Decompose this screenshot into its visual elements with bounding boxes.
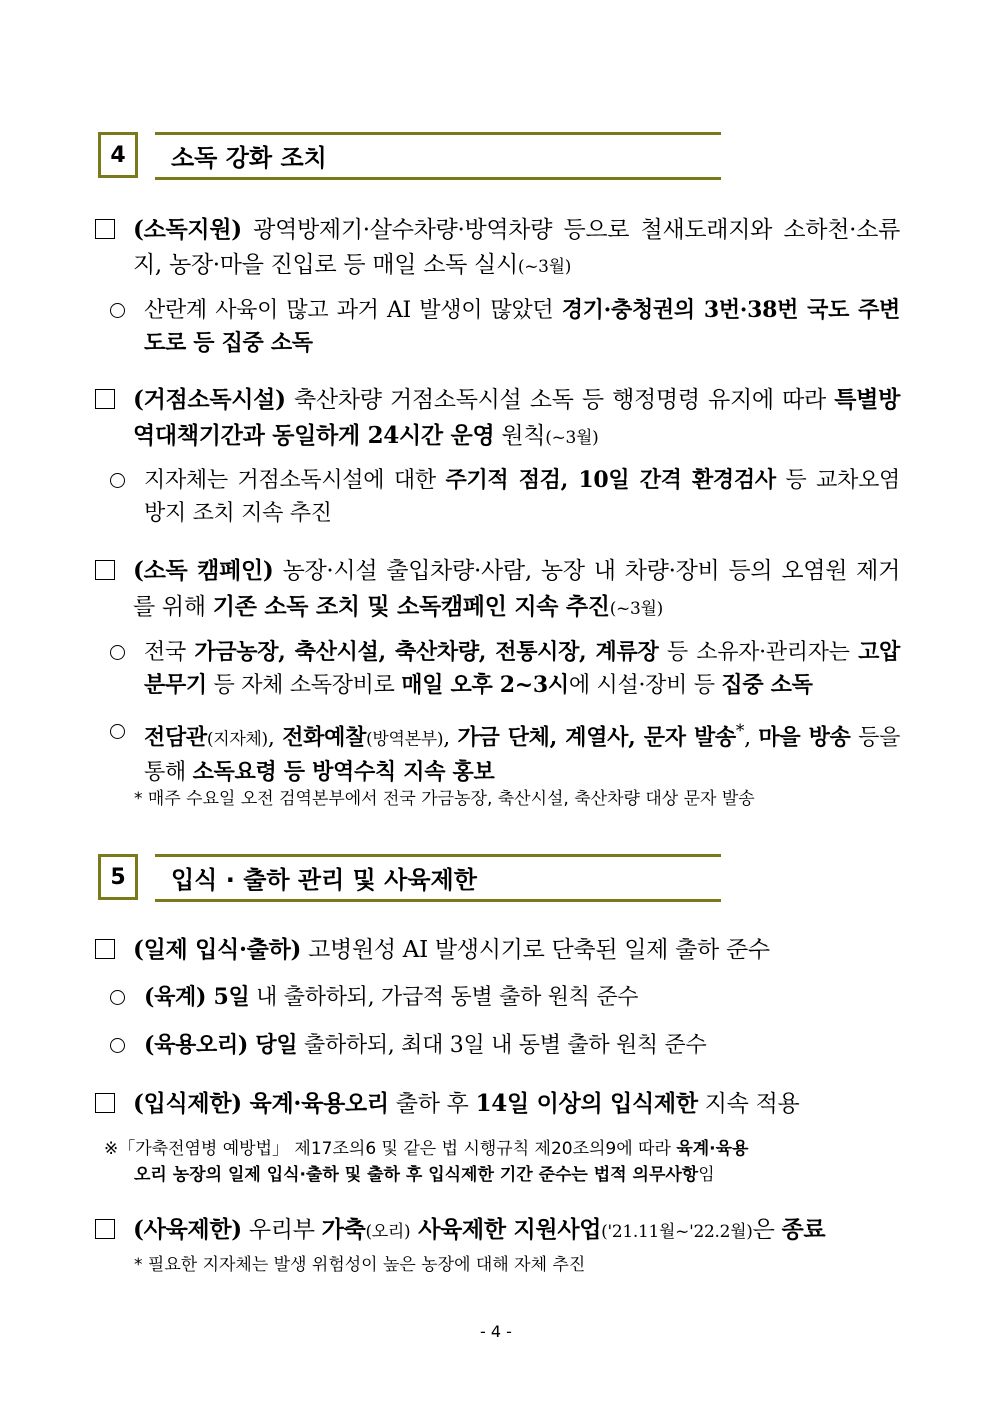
sub-text: , (267, 725, 283, 751)
sub-text: 등 자체 소독장비로 (206, 673, 402, 698)
sub-text: 지자체는 거점소독시설에 대한 (144, 468, 446, 493)
sub-item-text (144, 715, 900, 789)
item-text (133, 932, 900, 968)
item-small: ('21.11월~'22.2월) (601, 1222, 753, 1242)
sub-item (110, 294, 900, 360)
sub-text: , (443, 725, 458, 751)
item-body: 원칙 (494, 423, 546, 449)
section-4-top-rule (155, 132, 721, 135)
circle-bullet-icon (110, 724, 125, 739)
list-item-stocking-restriction (95, 1086, 900, 1122)
item-lead: (소독지원) (133, 216, 242, 243)
sub-text: 등을 통해 (144, 725, 901, 786)
legal-note-line-1 (104, 1136, 748, 1163)
item-lead: (입식제한) (133, 1090, 242, 1117)
circle-bullet-icon (110, 303, 125, 318)
item-text (133, 212, 900, 285)
section-5-bottom-rule (155, 899, 721, 902)
sub-text: 산란계 사육이 많고 과거 AI 발생이 많았던 (144, 298, 562, 323)
item-body: 출하 후 (388, 1091, 476, 1117)
item-body: 은 (752, 1217, 782, 1243)
item-body: 축산차량 거점소독시설 소독 등 행정명령 유지에 따라 (285, 387, 835, 413)
sub-bold: 고압분무기 (144, 639, 900, 698)
section-4-number: 4 (98, 132, 138, 178)
note-bold: 육계·육용 (676, 1139, 749, 1159)
sub-bold: 소독요령 등 방역수칙 지속 홍보 (192, 759, 495, 786)
item-bold: 기존 소독 조치 및 소독캠페인 지속 추진 (212, 593, 610, 620)
sub-text: 출하하되, 최대 3일 내 동별 출하 원칙 준수 (297, 1033, 707, 1058)
square-bullet-icon (95, 1219, 115, 1239)
circle-bullet-icon (110, 990, 125, 1005)
square-bullet-icon (95, 1093, 115, 1113)
item-body: 광역방제기·살수차량·방역차량 등으로 철새도래지와 소하천·소류지, 농장·마을 진입로 등 매일 소독 실시 (133, 217, 900, 278)
item-bold: 종료 (781, 1216, 826, 1243)
sub-item-text (144, 636, 900, 702)
list-item-breeding-restriction (95, 1212, 900, 1250)
legal-note-line-2 (134, 1162, 715, 1189)
circle-bullet-icon (110, 1038, 125, 1053)
item-period: (~3월) (545, 428, 599, 448)
item-body: 농장·시설 출입차량·사람, 농장 내 차량·장비 등의 오염원 제거를 위해 (133, 558, 900, 620)
sub-bold: 가금농장, 축산시설, 축산차량, 전통시장, 계류장 (194, 639, 659, 665)
section-5-title: 입식 · 출하 관리 및 사육제한 (171, 866, 477, 894)
item-text (133, 382, 900, 456)
sub-item-text (144, 294, 900, 360)
page-number: - 4 - (480, 1322, 512, 1341)
sub-item (110, 464, 900, 530)
sub-item (110, 636, 900, 702)
sub-bold: 전화예찰 (282, 724, 367, 751)
list-item-hub-disinfection (95, 382, 900, 456)
square-bullet-icon (95, 560, 115, 580)
item-text (133, 1086, 900, 1122)
item-period: (~3월) (517, 257, 572, 277)
circle-bullet-icon (110, 473, 125, 488)
sub-item-text (144, 464, 900, 530)
section-4-bottom-rule (155, 177, 721, 180)
item-period: (~3월) (609, 599, 663, 619)
item-body: 지속 적용 (697, 1091, 800, 1117)
section-5-top-rule (155, 854, 721, 857)
item-bold: 가축 (321, 1216, 366, 1243)
sub-bold: 가금 단체, 계열사, 문자 발송 (457, 724, 736, 751)
footnote: * 필요한 지자체는 발생 위험성이 높은 농장에 대해 자체 추진 (134, 1255, 586, 1275)
sub-bold: 전담관 (144, 724, 207, 751)
list-item-disinfection-campaign (95, 553, 900, 627)
sub-bold: 경기·충청권의 3번·38번 국도 주변 도로 등 집중 소독 (144, 297, 900, 356)
square-bullet-icon (95, 389, 115, 409)
sub-small: (지자체) (206, 729, 268, 750)
sub-item (110, 715, 900, 789)
sub-text: 등 소유자·관리자는 (658, 640, 859, 665)
footnote: * 매주 수요일 오전 검역본부에서 전국 가금농장, 축산시설, 축산차량 대상 문자 발송 (134, 789, 755, 809)
item-lead: (사육제한) (133, 1216, 242, 1243)
item-lead: (일제 입식·출하) (133, 936, 302, 963)
section-4-title: 소독 강화 조치 (171, 144, 327, 172)
sub-item-text (144, 981, 900, 1014)
square-bullet-icon (95, 939, 115, 959)
sub-text: 내 출하하되, 가급적 동별 출하 원칙 준수 (249, 985, 639, 1010)
item-bold: 14일 이상의 입식제한 (475, 1090, 698, 1117)
sub-text: , (744, 725, 759, 751)
item-body: 고병원성 AI 발생시기로 단축된 일제 출하 준수 (301, 937, 770, 963)
list-item-disinfection-support (95, 212, 900, 285)
item-bold: 특별방역대책기간과 동일하게 24시간 운영 (133, 386, 900, 449)
sub-bold: 마을 방송 (758, 724, 851, 751)
list-item-batch-stocking (95, 932, 900, 968)
item-body: 우리부 (241, 1217, 322, 1243)
sub-bold: (육용오리) 당일 (144, 1032, 298, 1058)
item-small: (오리) (365, 1222, 411, 1242)
sub-small: (방역본부) (366, 729, 444, 750)
circle-bullet-icon (110, 645, 125, 660)
sub-item-text (144, 1029, 900, 1062)
sub-item (110, 981, 900, 1014)
item-bold: 육계·육용오리 (241, 1090, 389, 1117)
item-text (133, 553, 900, 627)
sub-bold: 매일 오후 2~3시 (401, 672, 569, 698)
item-bold: 사육제한 지원사업 (410, 1216, 602, 1243)
footnote-mark: * (735, 721, 745, 741)
sub-item (110, 1029, 900, 1062)
item-lead: (소독 캠페인) (133, 557, 274, 584)
sub-bold: 집중 소독 (721, 672, 813, 698)
sub-text: 등 교차오염 방지 조치 지속 추진 (144, 468, 900, 526)
sub-bold: 주기적 점검, 10일 간격 환경검사 (445, 467, 776, 493)
section-5-number: 5 (98, 854, 138, 900)
note-text: ※「가축전염병 예방법」 제17조의6 및 같은 법 시행규칙 제20조의9에 따라 (104, 1139, 677, 1159)
square-bullet-icon (95, 219, 115, 239)
note-bold: 오리 농장의 일제 입식·출하 및 출하 후 입식제한 기간 준수는 법적 의무사항 (134, 1165, 699, 1185)
note-text: 임 (698, 1165, 715, 1185)
sub-bold: (육계) 5일 (144, 984, 250, 1010)
sub-text: 전국 (144, 640, 195, 665)
item-text (133, 1212, 900, 1250)
sub-text: 에 시설·장비 등 (568, 673, 722, 698)
item-lead: (거점소독시설) (133, 386, 286, 413)
